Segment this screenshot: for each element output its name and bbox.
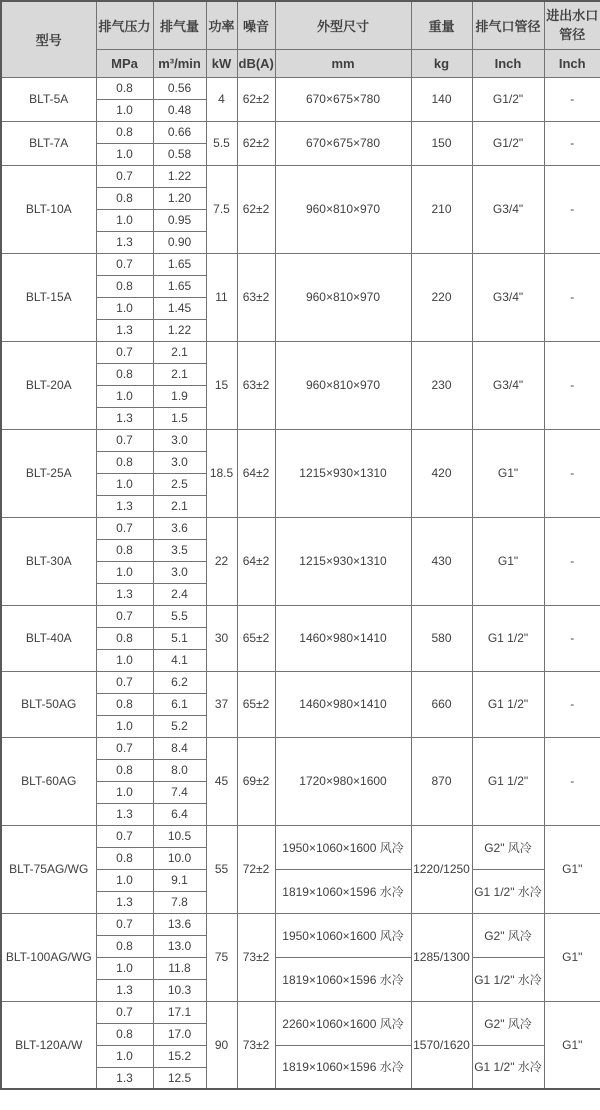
cell-pressure: 0.7 bbox=[96, 825, 153, 847]
cell-volume: 10.5 bbox=[153, 825, 206, 847]
header-model: 型号 bbox=[1, 1, 96, 77]
cell-pressure: 0.8 bbox=[96, 627, 153, 649]
cell-model: BLT-30A bbox=[1, 517, 96, 605]
cell-volume: 6.4 bbox=[153, 803, 206, 825]
cell-volume: 0.90 bbox=[153, 231, 206, 253]
cell-water: - bbox=[544, 605, 600, 671]
cell-volume: 1.9 bbox=[153, 385, 206, 407]
cell-model: BLT-60AG bbox=[1, 737, 96, 825]
cell-pressure: 1.3 bbox=[96, 891, 153, 913]
cell-pressure: 0.8 bbox=[96, 77, 153, 99]
cell-volume: 17.1 bbox=[153, 1001, 206, 1023]
cell-volume: 2.4 bbox=[153, 583, 206, 605]
cell-pressure: 0.7 bbox=[96, 671, 153, 693]
cell-pressure: 0.8 bbox=[96, 187, 153, 209]
cell-pressure: 1.3 bbox=[96, 407, 153, 429]
cell-pressure: 1.0 bbox=[96, 297, 153, 319]
cell-power: 30 bbox=[206, 605, 237, 671]
cell-volume: 3.0 bbox=[153, 561, 206, 583]
cell-weight: 660 bbox=[411, 671, 472, 737]
cell-outlet: G1/2" bbox=[472, 77, 544, 121]
cell-volume: 1.65 bbox=[153, 253, 206, 275]
cell-noise: 62±2 bbox=[237, 77, 275, 121]
cell-water: - bbox=[544, 77, 600, 121]
cell-power: 4 bbox=[206, 77, 237, 121]
cell-volume: 6.1 bbox=[153, 693, 206, 715]
cell-noise: 72±2 bbox=[237, 825, 275, 913]
cell-pressure: 0.8 bbox=[96, 363, 153, 385]
cell-weight: 230 bbox=[411, 341, 472, 429]
cell-volume: 3.6 bbox=[153, 517, 206, 539]
cell-pressure: 1.0 bbox=[96, 957, 153, 979]
cell-outlet: G1 1/2" 水冷 bbox=[472, 1045, 544, 1089]
cell-noise: 63±2 bbox=[237, 341, 275, 429]
cell-volume: 1.22 bbox=[153, 319, 206, 341]
cell-volume: 0.56 bbox=[153, 77, 206, 99]
cell-volume: 0.58 bbox=[153, 143, 206, 165]
cell-outlet: G1 1/2" bbox=[472, 671, 544, 737]
cell-pressure: 1.3 bbox=[96, 583, 153, 605]
cell-volume: 2.5 bbox=[153, 473, 206, 495]
cell-water: G1" bbox=[544, 913, 600, 1001]
cell-noise: 64±2 bbox=[237, 429, 275, 517]
cell-weight: 870 bbox=[411, 737, 472, 825]
cell-dimensions: 670×675×780 bbox=[275, 121, 411, 165]
cell-pressure: 0.7 bbox=[96, 165, 153, 187]
cell-weight: 420 bbox=[411, 429, 472, 517]
cell-volume: 4.1 bbox=[153, 649, 206, 671]
cell-weight: 220 bbox=[411, 253, 472, 341]
cell-pressure: 0.8 bbox=[96, 847, 153, 869]
cell-outlet: G2" 风冷 bbox=[472, 825, 544, 869]
table-row bbox=[1, 341, 600, 363]
cell-dimensions: 1215×930×1310 bbox=[275, 517, 411, 605]
cell-volume: 2.1 bbox=[153, 495, 206, 517]
table-row bbox=[1, 517, 600, 539]
cell-model: BLT-25A bbox=[1, 429, 96, 517]
table-row bbox=[1, 671, 600, 693]
cell-volume: 10.3 bbox=[153, 979, 206, 1001]
header-water-unit: Inch bbox=[544, 49, 600, 77]
cell-power: 11 bbox=[206, 253, 237, 341]
cell-pressure: 1.0 bbox=[96, 473, 153, 495]
cell-pressure: 0.8 bbox=[96, 451, 153, 473]
table-row bbox=[1, 913, 600, 935]
cell-power: 15 bbox=[206, 341, 237, 429]
cell-weight: 140 bbox=[411, 77, 472, 121]
cell-power: 37 bbox=[206, 671, 237, 737]
cell-dimensions: 1819×1060×1596 水冷 bbox=[275, 869, 411, 913]
table-header bbox=[1, 1, 600, 77]
cell-dimensions: 960×810×970 bbox=[275, 165, 411, 253]
header-noise-unit: dB(A) bbox=[237, 49, 275, 77]
cell-volume: 2.1 bbox=[153, 341, 206, 363]
cell-volume: 5.2 bbox=[153, 715, 206, 737]
cell-noise: 65±2 bbox=[237, 671, 275, 737]
cell-volume: 7.8 bbox=[153, 891, 206, 913]
cell-water: - bbox=[544, 165, 600, 253]
cell-weight: 150 bbox=[411, 121, 472, 165]
cell-model: BLT-5A bbox=[1, 77, 96, 121]
header-weight-unit: kg bbox=[411, 49, 472, 77]
header-dimensions-unit: mm bbox=[275, 49, 411, 77]
cell-water: - bbox=[544, 253, 600, 341]
table-row bbox=[1, 429, 600, 451]
cell-volume: 1.5 bbox=[153, 407, 206, 429]
cell-pressure: 0.7 bbox=[96, 429, 153, 451]
cell-volume: 3.5 bbox=[153, 539, 206, 561]
cell-pressure: 1.3 bbox=[96, 231, 153, 253]
cell-volume: 5.1 bbox=[153, 627, 206, 649]
cell-pressure: 0.7 bbox=[96, 737, 153, 759]
cell-outlet: G1" bbox=[472, 517, 544, 605]
cell-noise: 64±2 bbox=[237, 517, 275, 605]
cell-pressure: 0.7 bbox=[96, 913, 153, 935]
table-body bbox=[1, 77, 600, 1089]
cell-dimensions: 2260×1060×1600 风冷 bbox=[275, 1001, 411, 1045]
cell-model: BLT-10A bbox=[1, 165, 96, 253]
cell-pressure: 1.3 bbox=[96, 1067, 153, 1089]
header-power: 功率 bbox=[206, 1, 237, 49]
cell-pressure: 1.0 bbox=[96, 869, 153, 891]
cell-outlet: G3/4" bbox=[472, 165, 544, 253]
cell-pressure: 0.7 bbox=[96, 517, 153, 539]
cell-water: - bbox=[544, 737, 600, 825]
cell-weight: 580 bbox=[411, 605, 472, 671]
cell-dimensions: 1215×930×1310 bbox=[275, 429, 411, 517]
cell-pressure: 1.3 bbox=[96, 979, 153, 1001]
header-pressure-unit: MPa bbox=[96, 49, 153, 77]
cell-volume: 8.4 bbox=[153, 737, 206, 759]
cell-weight: 1570/1620 bbox=[411, 1001, 472, 1089]
header-noise: 噪音 bbox=[237, 1, 275, 49]
cell-volume: 2.1 bbox=[153, 363, 206, 385]
cell-power: 45 bbox=[206, 737, 237, 825]
cell-water: G1" bbox=[544, 825, 600, 913]
cell-dimensions: 1720×980×1600 bbox=[275, 737, 411, 825]
cell-volume: 0.48 bbox=[153, 99, 206, 121]
cell-volume: 1.45 bbox=[153, 297, 206, 319]
cell-noise: 73±2 bbox=[237, 913, 275, 1001]
table-row bbox=[1, 605, 600, 627]
header-pressure: 排气压力 bbox=[96, 1, 153, 49]
table-row bbox=[1, 121, 600, 143]
cell-volume: 13.6 bbox=[153, 913, 206, 935]
cell-water: - bbox=[544, 517, 600, 605]
cell-model: BLT-7A bbox=[1, 121, 96, 165]
cell-power: 75 bbox=[206, 913, 237, 1001]
cell-weight: 1220/1250 bbox=[411, 825, 472, 913]
cell-pressure: 0.7 bbox=[96, 341, 153, 363]
cell-pressure: 1.0 bbox=[96, 209, 153, 231]
cell-pressure: 0.8 bbox=[96, 693, 153, 715]
header-volume: 排气量 bbox=[153, 1, 206, 49]
cell-pressure: 1.3 bbox=[96, 495, 153, 517]
cell-noise: 63±2 bbox=[237, 253, 275, 341]
cell-dimensions: 960×810×970 bbox=[275, 253, 411, 341]
cell-outlet: G3/4" bbox=[472, 253, 544, 341]
header-weight: 重量 bbox=[411, 1, 472, 49]
cell-model: BLT-120A/W bbox=[1, 1001, 96, 1089]
cell-model: BLT-15A bbox=[1, 253, 96, 341]
cell-pressure: 1.3 bbox=[96, 803, 153, 825]
cell-dimensions: 1950×1060×1600 风冷 bbox=[275, 913, 411, 957]
cell-volume: 6.2 bbox=[153, 671, 206, 693]
cell-model: BLT-50AG bbox=[1, 671, 96, 737]
header-water: 进出水口管径 bbox=[544, 1, 600, 49]
cell-water: G1" bbox=[544, 1001, 600, 1089]
cell-power: 90 bbox=[206, 1001, 237, 1089]
cell-noise: 62±2 bbox=[237, 165, 275, 253]
cell-pressure: 0.7 bbox=[96, 1001, 153, 1023]
cell-pressure: 0.8 bbox=[96, 275, 153, 297]
cell-power: 55 bbox=[206, 825, 237, 913]
cell-pressure: 0.8 bbox=[96, 759, 153, 781]
cell-model: BLT-40A bbox=[1, 605, 96, 671]
cell-pressure: 1.3 bbox=[96, 319, 153, 341]
table-row bbox=[1, 77, 600, 99]
cell-pressure: 0.8 bbox=[96, 1023, 153, 1045]
cell-water: - bbox=[544, 671, 600, 737]
cell-model: BLT-100AG/WG bbox=[1, 913, 96, 1001]
cell-volume: 5.5 bbox=[153, 605, 206, 627]
cell-model: BLT-75AG/WG bbox=[1, 825, 96, 913]
cell-weight: 210 bbox=[411, 165, 472, 253]
cell-volume: 11.8 bbox=[153, 957, 206, 979]
cell-pressure: 1.0 bbox=[96, 561, 153, 583]
cell-power: 22 bbox=[206, 517, 237, 605]
cell-volume: 0.66 bbox=[153, 121, 206, 143]
cell-pressure: 1.0 bbox=[96, 99, 153, 121]
cell-volume: 1.22 bbox=[153, 165, 206, 187]
header-title-row bbox=[1, 1, 600, 49]
cell-water: - bbox=[544, 121, 600, 165]
header-volume-unit: m³/min bbox=[153, 49, 206, 77]
cell-volume: 7.4 bbox=[153, 781, 206, 803]
cell-pressure: 0.7 bbox=[96, 605, 153, 627]
cell-pressure: 1.0 bbox=[96, 385, 153, 407]
cell-noise: 73±2 bbox=[237, 1001, 275, 1089]
cell-pressure: 1.0 bbox=[96, 143, 153, 165]
cell-pressure: 1.0 bbox=[96, 781, 153, 803]
cell-pressure: 0.7 bbox=[96, 253, 153, 275]
cell-weight: 430 bbox=[411, 517, 472, 605]
cell-noise: 62±2 bbox=[237, 121, 275, 165]
cell-noise: 69±2 bbox=[237, 737, 275, 825]
cell-outlet: G2" 风冷 bbox=[472, 1001, 544, 1045]
table-row bbox=[1, 825, 600, 847]
cell-volume: 12.5 bbox=[153, 1067, 206, 1089]
cell-volume: 10.0 bbox=[153, 847, 206, 869]
cell-noise: 65±2 bbox=[237, 605, 275, 671]
cell-power: 18.5 bbox=[206, 429, 237, 517]
cell-pressure: 1.0 bbox=[96, 715, 153, 737]
cell-dimensions: 1460×980×1410 bbox=[275, 605, 411, 671]
cell-volume: 13.0 bbox=[153, 935, 206, 957]
table-row bbox=[1, 737, 600, 759]
cell-water: - bbox=[544, 429, 600, 517]
cell-volume: 0.95 bbox=[153, 209, 206, 231]
cell-volume: 1.65 bbox=[153, 275, 206, 297]
cell-outlet: G2" 风冷 bbox=[472, 913, 544, 957]
cell-pressure: 0.8 bbox=[96, 935, 153, 957]
cell-dimensions: 1950×1060×1600 风冷 bbox=[275, 825, 411, 869]
cell-power: 7.5 bbox=[206, 165, 237, 253]
cell-power: 5.5 bbox=[206, 121, 237, 165]
cell-outlet: G1 1/2" bbox=[472, 737, 544, 825]
cell-weight: 1285/1300 bbox=[411, 913, 472, 1001]
cell-volume: 3.0 bbox=[153, 429, 206, 451]
cell-model: BLT-20A bbox=[1, 341, 96, 429]
cell-volume: 17.0 bbox=[153, 1023, 206, 1045]
cell-outlet: G1" bbox=[472, 429, 544, 517]
cell-pressure: 0.8 bbox=[96, 539, 153, 561]
cell-outlet: G1 1/2" 水冷 bbox=[472, 869, 544, 913]
header-outlet-unit: Inch bbox=[472, 49, 544, 77]
table-row bbox=[1, 1001, 600, 1023]
cell-volume: 8.0 bbox=[153, 759, 206, 781]
cell-volume: 1.20 bbox=[153, 187, 206, 209]
cell-dimensions: 1819×1060×1596 水冷 bbox=[275, 957, 411, 1001]
cell-volume: 15.2 bbox=[153, 1045, 206, 1067]
cell-outlet: G1 1/2" 水冷 bbox=[472, 957, 544, 1001]
cell-volume: 9.1 bbox=[153, 869, 206, 891]
cell-pressure: 1.0 bbox=[96, 1045, 153, 1067]
header-outlet: 排气口管径 bbox=[472, 1, 544, 49]
header-power-unit: kW bbox=[206, 49, 237, 77]
cell-outlet: G1 1/2" bbox=[472, 605, 544, 671]
table-row bbox=[1, 165, 600, 187]
table-row bbox=[1, 253, 600, 275]
cell-water: - bbox=[544, 341, 600, 429]
cell-dimensions: 960×810×970 bbox=[275, 341, 411, 429]
cell-outlet: G1/2" bbox=[472, 121, 544, 165]
cell-dimensions: 670×675×780 bbox=[275, 77, 411, 121]
header-dimensions: 外型尺寸 bbox=[275, 1, 411, 49]
cell-volume: 3.0 bbox=[153, 451, 206, 473]
cell-pressure: 1.0 bbox=[96, 649, 153, 671]
cell-pressure: 0.8 bbox=[96, 121, 153, 143]
cell-dimensions: 1819×1060×1596 水冷 bbox=[275, 1045, 411, 1089]
cell-dimensions: 1460×980×1410 bbox=[275, 671, 411, 737]
cell-outlet: G3/4" bbox=[472, 341, 544, 429]
